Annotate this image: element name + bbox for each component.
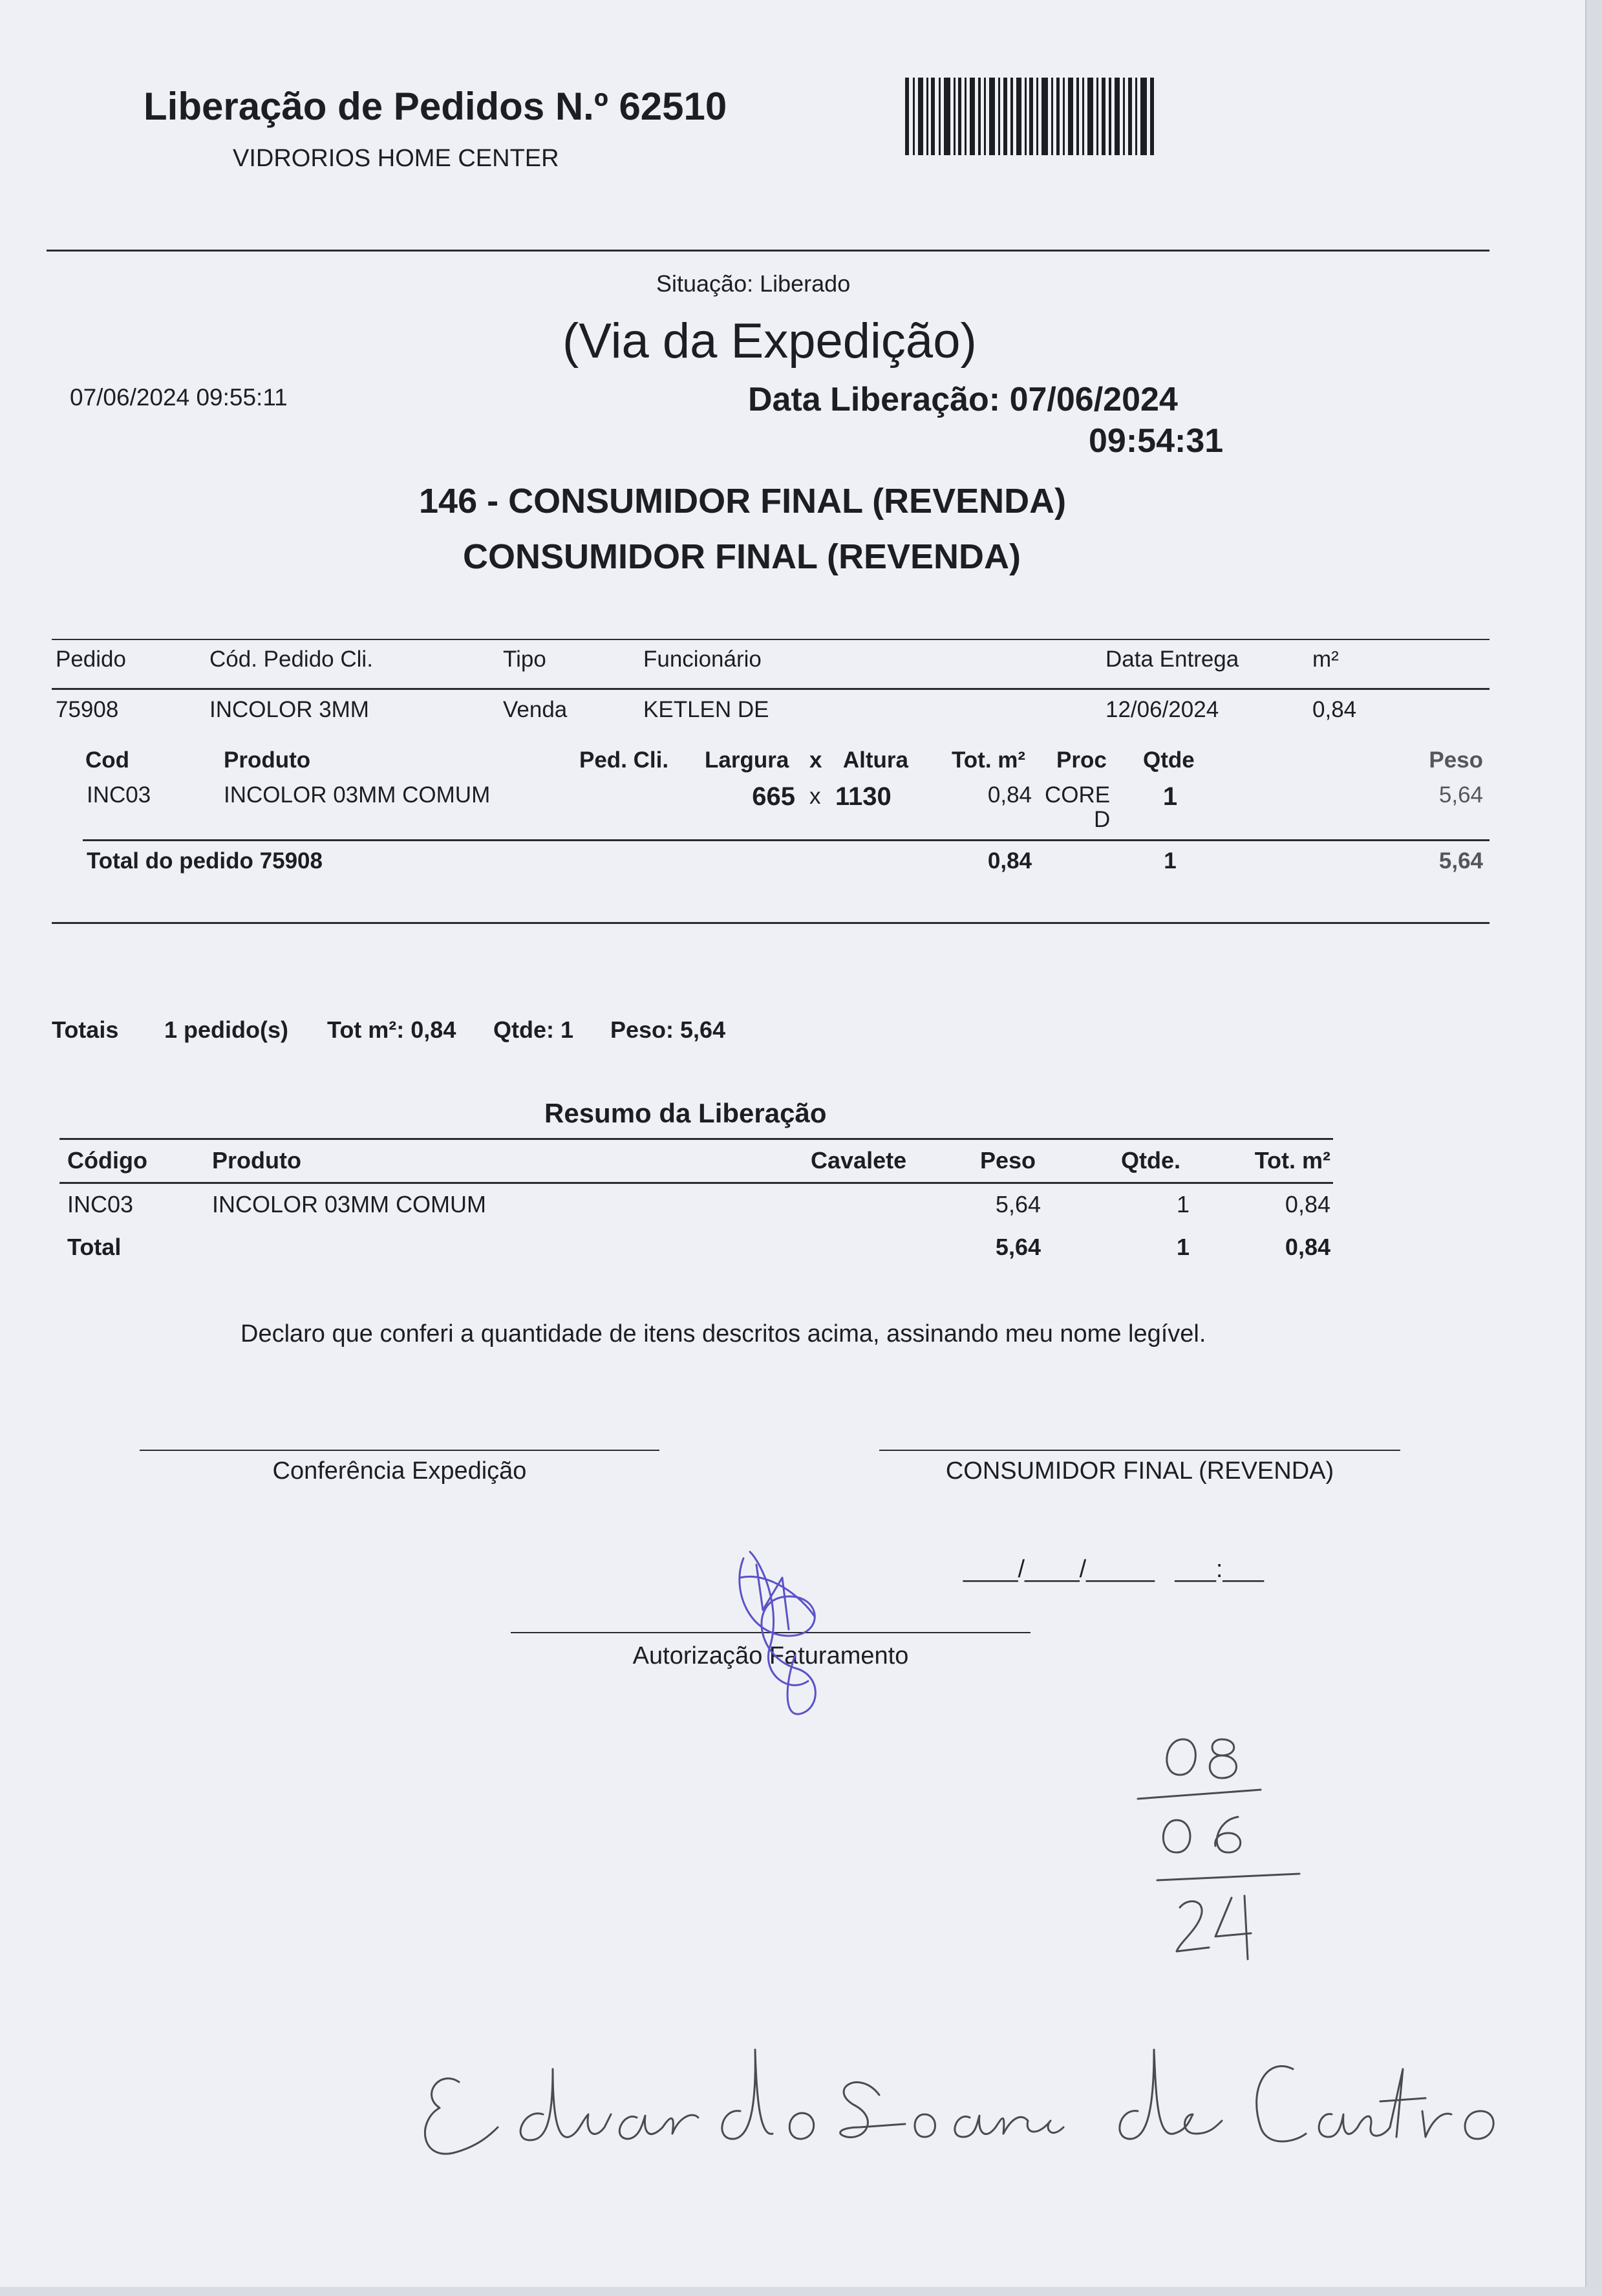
- order-number: 75908: [56, 697, 119, 722]
- client-name: CONSUMIDOR FINAL (REVENDA): [463, 537, 1021, 576]
- item-col-altura: Altura: [842, 747, 908, 773]
- item-col-produto: Produto: [224, 747, 311, 773]
- order-m2: 0,84: [1312, 697, 1357, 722]
- client-order-code: INCOLOR 3MM: [209, 697, 369, 722]
- handwritten-rubric: [724, 1539, 840, 1726]
- copy-label: (Via da Expedição): [562, 314, 977, 369]
- delivery-date: 12/06/2024: [1105, 697, 1219, 722]
- totals-label: Totais: [52, 1016, 119, 1043]
- totals-orders: 1 pedido(s): [164, 1016, 289, 1043]
- order-table-header-rule: [52, 688, 1490, 690]
- summary-total-m2: 0,84: [1285, 1234, 1330, 1260]
- summary-total-qty: 1: [1176, 1234, 1190, 1260]
- release-time: 09:54:31: [1089, 422, 1224, 460]
- item-col-qtde: Qtde: [1143, 747, 1195, 773]
- release-date: Data Liberação: 07/06/2024: [748, 381, 1178, 418]
- summary-col-cavalete: Cavalete: [811, 1147, 907, 1174]
- col-m2: m²: [1312, 647, 1339, 672]
- summary-top-rule: [59, 1138, 1333, 1140]
- barcode: [905, 78, 1157, 155]
- client-code-name: 146 - CONSUMIDOR FINAL (REVENDA): [419, 482, 1067, 520]
- item-col-tot-m2: Tot. m²: [952, 747, 1026, 773]
- summary-m2: 0,84: [1285, 1191, 1330, 1218]
- summary-qty: 1: [1176, 1191, 1190, 1218]
- summary-col-tot-m2: Tot. m²: [1254, 1147, 1330, 1174]
- totals-qty: Qtde: 1: [493, 1016, 574, 1043]
- summary-total-weight: 5,64: [995, 1234, 1041, 1260]
- summary-col-codigo: Código: [67, 1147, 147, 1174]
- col-data-entrega: Data Entrega: [1105, 647, 1239, 672]
- col-tipo: Tipo: [503, 647, 546, 672]
- totals-m2: Tot m²: 0,84: [327, 1016, 456, 1043]
- totals-weight: Peso: 5,64: [610, 1016, 726, 1043]
- handwritten-name-signature: [414, 2030, 1513, 2173]
- item-code: INC03: [87, 782, 151, 808]
- summary-col-peso: Peso: [980, 1147, 1036, 1174]
- order-total-m2: 0,84: [987, 848, 1032, 874]
- item-col-peso: Peso: [1429, 747, 1483, 773]
- item-proc-cont: D: [1094, 807, 1111, 832]
- paper-bottom-edge: [0, 2287, 1602, 2296]
- order-total-rule: [83, 839, 1490, 841]
- summary-product: INCOLOR 03MM COMUM: [212, 1191, 487, 1218]
- print-datetime: 07/06/2024 09:55:11: [70, 384, 288, 411]
- item-width: 665: [752, 782, 795, 811]
- item-tot-m2: 0,84: [987, 782, 1032, 808]
- status-text: Situação: Liberado: [656, 270, 851, 297]
- summary-code: INC03: [67, 1191, 134, 1218]
- order-table-bottom-rule: [52, 922, 1490, 924]
- company-name: VIDRORIOS HOME CENTER: [233, 145, 559, 172]
- signature-line-left: [140, 1450, 659, 1451]
- signature-label-left: Conferência Expedição: [272, 1457, 527, 1485]
- handwritten-date: [1118, 1713, 1312, 1985]
- item-weight: 5,64: [1438, 782, 1483, 808]
- item-col-largura: Largura: [705, 747, 789, 773]
- authorization-label: Autorização Faturamento: [632, 1642, 909, 1669]
- item-product: INCOLOR 03MM COMUM: [224, 782, 491, 808]
- item-qty: 1: [1162, 782, 1178, 811]
- paper-edge: [1585, 0, 1602, 2296]
- col-cod-pedido-cli: Cód. Pedido Cli.: [209, 647, 373, 672]
- summary-header-rule: [59, 1182, 1333, 1184]
- employee: KETLEN DE: [643, 697, 769, 722]
- order-total-weight: 5,64: [1438, 848, 1483, 874]
- header-divider: [47, 250, 1490, 252]
- date-time-fill-line: ____/____/_____ ___:___: [963, 1556, 1264, 1583]
- item-height: 1130: [835, 782, 892, 811]
- col-pedido: Pedido: [56, 647, 126, 672]
- col-funcionario: Funcionário: [643, 647, 762, 672]
- order-type: Venda: [503, 697, 568, 722]
- order-table-top-rule: [52, 639, 1490, 640]
- item-col-proc: Proc: [1056, 747, 1107, 773]
- item-col-cod: Cod: [85, 747, 130, 773]
- signature-line-right: [879, 1450, 1400, 1451]
- declaration-text: Declaro que conferi a quantidade de itens descritos acima, assinando meu nome legível.: [240, 1320, 1206, 1347]
- order-total-label: Total do pedido 75908: [87, 848, 323, 874]
- order-total-qty: 1: [1164, 848, 1177, 874]
- summary-title: Resumo da Liberação: [544, 1098, 827, 1128]
- summary-total-label: Total: [67, 1234, 122, 1260]
- summary-col-produto: Produto: [212, 1147, 301, 1174]
- item-proc: CORE: [1045, 782, 1111, 808]
- summary-col-qtde: Qtde.: [1121, 1147, 1181, 1174]
- document-title: Liberação de Pedidos N.º 62510: [144, 85, 727, 128]
- item-col-x: x: [809, 747, 822, 773]
- summary-weight: 5,64: [995, 1191, 1041, 1218]
- item-col-ped-cli: Ped. Cli.: [579, 747, 669, 773]
- signature-label-right: CONSUMIDOR FINAL (REVENDA): [945, 1457, 1334, 1485]
- item-x: x: [809, 784, 821, 809]
